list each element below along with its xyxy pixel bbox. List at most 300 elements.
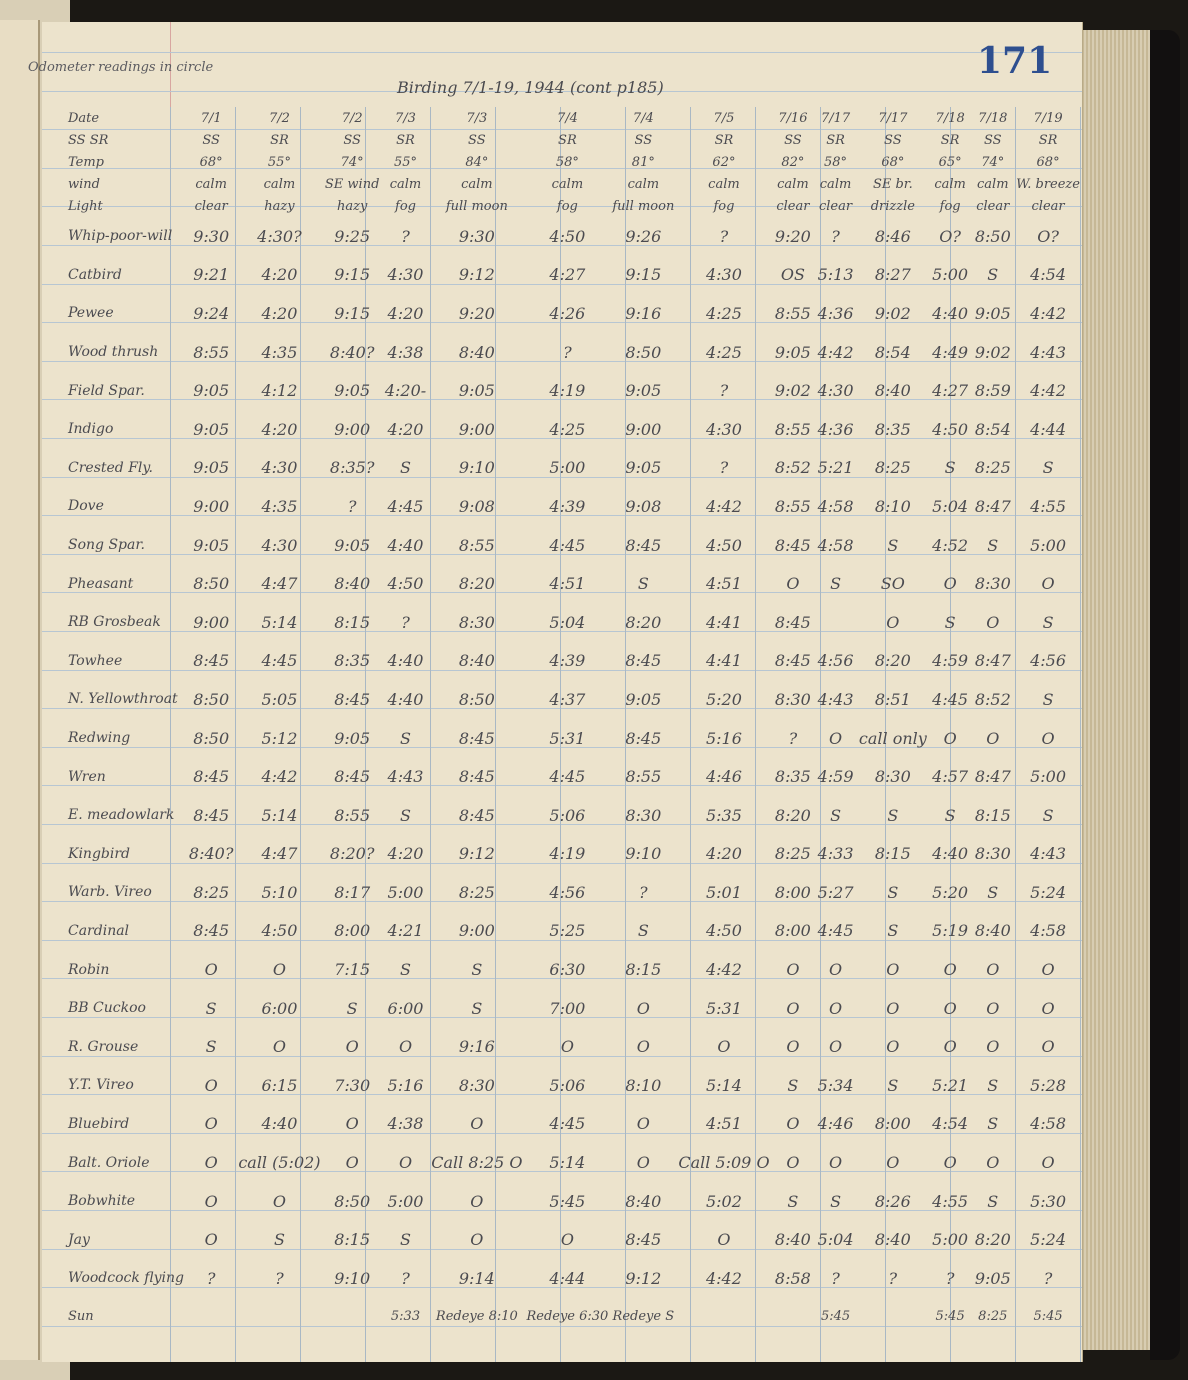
table-cell: ? <box>275 1268 284 1288</box>
table-cell: 4:45 <box>549 767 586 787</box>
table-cell: S <box>273 1230 285 1250</box>
table-cell: 5:00 <box>387 1191 424 1211</box>
table-cell: 4:30? <box>257 226 302 246</box>
table-cell: 8:55 <box>334 805 371 825</box>
table-cell: 4:20 <box>705 844 742 864</box>
table-cell: 9:20 <box>458 303 495 323</box>
table-cell: SS <box>343 132 361 148</box>
table-cell: 9:05 <box>625 689 662 709</box>
table-cell: 8:45 <box>193 921 230 941</box>
table-cell: 5:00 <box>932 1230 969 1250</box>
table-cell: 8:52 <box>974 689 1011 709</box>
table-cell: 7/4 <box>632 110 654 126</box>
table-cell: 55° <box>267 154 291 170</box>
table-cell: 9:12 <box>625 1268 662 1288</box>
table-cell: 5:20 <box>705 689 742 709</box>
table-cell: 8:00 <box>334 921 371 941</box>
table-cell: 7:30 <box>334 1075 371 1095</box>
table-cell: O <box>272 1191 286 1211</box>
page-number: 171 <box>977 40 1053 82</box>
table-cell: 8:50 <box>193 728 230 748</box>
table-row <box>62 1143 1082 1182</box>
table-cell: 9:05 <box>334 381 371 401</box>
table-cell: 9:20 <box>774 226 811 246</box>
header-row <box>62 173 1082 195</box>
table-cell: 5:14 <box>549 1153 586 1173</box>
table-cell: O <box>943 1037 957 1057</box>
table-cell: 4:30 <box>261 458 298 478</box>
table-cell: 5:19 <box>932 921 969 941</box>
table-cell: call (5:02) <box>238 1153 321 1173</box>
table-cell: 4:45 <box>932 689 969 709</box>
table-cell: O <box>986 960 1000 980</box>
table-cell: ? <box>719 226 729 246</box>
table-cell: 4:47 <box>261 844 298 864</box>
table-cell: fog <box>939 198 961 214</box>
table-cell: S <box>346 998 358 1018</box>
table-cell: 81° <box>631 154 655 170</box>
table-cell: 4:51 <box>705 574 742 594</box>
table-cell: 8:40 <box>874 1230 911 1250</box>
table-cell: O <box>204 1230 218 1250</box>
table-cell: O <box>943 998 957 1018</box>
table-cell: O <box>886 1153 900 1173</box>
table-cell: 4:20 <box>261 303 298 323</box>
table-cell: 8:45 <box>458 805 495 825</box>
table-row <box>62 835 1082 874</box>
ruled-line <box>42 52 1082 53</box>
table-cell: 8:30 <box>974 574 1011 594</box>
table-cell: O <box>986 1037 1000 1057</box>
table-cell: 5:04 <box>932 496 969 516</box>
table-cell: 8:25 <box>874 458 911 478</box>
table-cell: Redeye 8:10 <box>435 1309 518 1325</box>
table-cell: 55° <box>393 154 418 170</box>
table-cell: 4:54 <box>1030 265 1067 285</box>
table-cell: O <box>272 960 286 980</box>
table-cell: O <box>204 1075 218 1095</box>
row-label: N. Yellowthroat <box>68 691 178 708</box>
table-cell: 7/2 <box>268 110 290 126</box>
table-cell: 4:30 <box>387 265 424 285</box>
table-cell: 4:40 <box>387 535 424 555</box>
row-label: R. Grouse <box>68 1038 139 1055</box>
row-label: Woodcock flying <box>68 1270 185 1287</box>
table-cell: S <box>1042 805 1054 825</box>
table-cell: 9:05 <box>458 381 495 401</box>
row-label: Robin <box>68 961 110 978</box>
table-cell: 9:02 <box>874 303 911 323</box>
table-cell: Redeye S <box>612 1309 675 1325</box>
table-cell: drizzle <box>870 198 915 214</box>
table-row <box>62 873 1082 912</box>
table-cell: O <box>828 960 843 980</box>
table-cell: 4:42 <box>1030 381 1067 401</box>
row-label: Sun <box>68 1309 94 1325</box>
table-cell: 68° <box>881 154 905 170</box>
table-cell: 9:16 <box>458 1037 495 1057</box>
row-label: Wood thrush <box>68 344 159 361</box>
table-cell: 9:15 <box>334 303 371 323</box>
table-cell: SS <box>983 132 1002 148</box>
table-cell: 4:50 <box>549 226 586 246</box>
table-cell: O <box>886 998 900 1018</box>
table-cell: clear <box>818 198 853 214</box>
table-cell: O <box>717 1230 731 1250</box>
table-cell: O <box>560 1037 574 1057</box>
table-row <box>62 526 1082 565</box>
row-label: Catbird <box>68 266 122 283</box>
table-cell: 9:10 <box>334 1268 371 1288</box>
table-cell: 8:25 <box>774 844 811 864</box>
table-row <box>62 487 1082 526</box>
row-label: SS SR <box>68 132 109 148</box>
table-cell: 8:40 <box>458 651 495 671</box>
table-cell: 7/18 <box>935 110 965 126</box>
table-cell: 4:52 <box>932 535 969 555</box>
row-label: Whip-poor-will <box>68 228 173 245</box>
table-cell: 4:30 <box>705 419 742 439</box>
table-cell: 8:10 <box>874 496 911 516</box>
table-cell: 4:54 <box>932 1114 969 1134</box>
table-cell: 4:43 <box>387 767 424 787</box>
table-row <box>62 333 1082 372</box>
table-cell: 8:15 <box>974 805 1011 825</box>
table-cell: 9:00 <box>625 419 662 439</box>
table-cell: O <box>786 1114 800 1134</box>
table-cell: O <box>1041 728 1055 748</box>
table-cell: SR <box>270 132 289 148</box>
table-cell: 4:19 <box>549 844 586 864</box>
table-cell: 8:45 <box>193 651 230 671</box>
table-cell <box>323 1298 382 1337</box>
table-row <box>62 294 1082 333</box>
table-cell: 8:55 <box>193 342 230 362</box>
table-cell: S <box>830 1191 842 1211</box>
table-cell: fog <box>395 198 416 214</box>
table-cell: S <box>887 535 899 555</box>
table-row <box>62 757 1082 796</box>
table-cell: 7/16 <box>778 110 808 126</box>
table-cell: clear <box>194 198 228 214</box>
table-cell: S <box>987 1075 999 1095</box>
table-cell: calm <box>777 176 809 192</box>
table-cell: 4:50 <box>705 921 742 941</box>
table-cell: 9:08 <box>458 496 495 516</box>
table-cell: 8:45 <box>625 1230 662 1250</box>
table-cell: 4:45 <box>549 1114 586 1134</box>
table-cell: 8:35 <box>874 419 911 439</box>
table-cell: 5:31 <box>549 728 586 748</box>
table-cell: 9:12 <box>458 844 495 864</box>
table-cell: 4:40 <box>387 689 424 709</box>
table-cell: O <box>1041 1153 1055 1173</box>
table-cell: 8:30 <box>774 689 811 709</box>
table-cell: 5:45 <box>1033 1309 1063 1325</box>
table-cell: 7/17 <box>820 110 851 126</box>
table-cell: 74° <box>340 154 364 170</box>
table-cell: 8:45 <box>625 728 662 748</box>
table-cell: 8:26 <box>874 1191 911 1211</box>
header-row <box>62 129 1082 151</box>
table-cell: 4:40 <box>932 844 969 864</box>
table-cell: 5:27 <box>817 882 854 902</box>
table-cell: O <box>786 998 800 1018</box>
table-cell: 8:58 <box>774 1268 811 1288</box>
margin-note: Odometer readings in circle <box>28 60 214 75</box>
row-label: E. meadowlark <box>68 807 175 824</box>
table-cell: 8:47 <box>974 651 1011 671</box>
table-cell: 4:41 <box>705 612 742 632</box>
table-cell: 8:50 <box>334 1191 371 1211</box>
table-cell: 4:43 <box>1030 342 1067 362</box>
table-cell: ? <box>788 728 798 748</box>
table-cell: 8:51 <box>874 689 911 709</box>
table-cell: 9:05 <box>625 381 662 401</box>
table-cell: 8:20 <box>458 574 495 594</box>
row-label: Indigo <box>68 421 114 438</box>
table-cell: 8:45 <box>458 728 495 748</box>
table-cell: 5:34 <box>817 1075 854 1095</box>
table-cell: 4:42 <box>817 342 854 362</box>
table-cell: 5:14 <box>261 612 298 632</box>
table-row <box>62 603 1082 642</box>
table-cell: 8:20 <box>625 612 662 632</box>
row-label: Redwing <box>68 730 131 747</box>
row-label: Kingbird <box>68 845 131 862</box>
table-cell: 8:00 <box>774 921 811 941</box>
table-cell: 68° <box>199 154 223 170</box>
table-row <box>62 217 1082 256</box>
table-cell: O <box>986 998 1000 1018</box>
header-row <box>62 107 1082 129</box>
table-cell: 9:30 <box>458 226 495 246</box>
table-cell: 5:25 <box>549 921 586 941</box>
table-cell: calm <box>263 176 296 192</box>
table-row <box>62 371 1082 410</box>
table-cell: 6:00 <box>387 998 424 1018</box>
row-label: Bobwhite <box>68 1193 136 1210</box>
table-row <box>62 912 1082 951</box>
table-cell: 9:00 <box>193 612 230 632</box>
table-cell: 5:06 <box>549 805 586 825</box>
table-cell: O <box>204 1153 218 1173</box>
table-cell: 9:16 <box>625 303 662 323</box>
table-cell: 8:40 <box>774 1230 811 1250</box>
table-cell: 4:45 <box>387 496 424 516</box>
table-cell: 5:21 <box>932 1075 969 1095</box>
table-cell: 4:20 <box>387 419 424 439</box>
table-cell: ? <box>831 226 840 246</box>
table-cell: 9:00 <box>334 419 371 439</box>
table-cell: 5:04 <box>817 1230 854 1250</box>
table-cell: ? <box>563 342 572 362</box>
table-row <box>62 989 1082 1028</box>
table-cell: O <box>786 1153 800 1173</box>
table-cell: O <box>204 1191 218 1211</box>
table-cell: S <box>987 1191 999 1211</box>
table-cell: O <box>345 1037 359 1057</box>
table-cell: O <box>1041 960 1055 980</box>
table-cell: O <box>986 728 1000 748</box>
table-cell: 4:55 <box>932 1191 969 1211</box>
table-cell: 8:45 <box>625 535 662 555</box>
table-cell: S <box>471 998 483 1018</box>
table-cell: 8:50 <box>193 574 230 594</box>
table-cell: O <box>470 1114 484 1134</box>
table-cell: SS <box>468 132 486 148</box>
table-cell: S <box>830 805 842 825</box>
table-row <box>62 410 1082 449</box>
table-cell: 4:12 <box>261 381 298 401</box>
table-cell: 4:58 <box>1030 921 1067 941</box>
table-cell: 8:50 <box>625 342 662 362</box>
table-cell: 84° <box>465 154 489 170</box>
table-cell: ? <box>719 458 729 478</box>
table-cell: Call 8:25 O <box>431 1153 523 1173</box>
table-cell: 8:59 <box>974 381 1011 401</box>
table-cell: S <box>830 574 842 594</box>
table-cell: S <box>887 805 899 825</box>
table-cell: 9:00 <box>193 496 230 516</box>
table-row <box>62 564 1082 603</box>
table-cell: 4:50 <box>932 419 969 439</box>
table-cell: 4:58 <box>817 496 854 516</box>
table-cell: 8:40? <box>188 844 234 864</box>
row-label: Song Spar. <box>68 537 145 554</box>
table-cell: 4:40 <box>387 651 424 671</box>
table-cell: 9:02 <box>774 381 811 401</box>
table-cell: S <box>887 921 899 941</box>
table-cell: 8:55 <box>774 303 811 323</box>
table-cell: 4:25 <box>705 342 742 362</box>
table-cell: O <box>717 1037 731 1057</box>
table-cell: 9:00 <box>458 921 495 941</box>
table-cell: 8:45 <box>774 612 811 632</box>
table-cell: O <box>943 960 957 980</box>
table-row <box>62 1182 1082 1221</box>
table-cell: O <box>828 1037 843 1057</box>
table-cell: 58° <box>824 154 848 170</box>
table-cell: ? <box>719 381 729 401</box>
table-cell: 8:00 <box>774 882 811 902</box>
table-cell: O <box>828 1153 843 1173</box>
row-label: Balt. Oriole <box>68 1154 150 1171</box>
table-cell: 8:55 <box>774 496 811 516</box>
table-cell: 8:46 <box>874 226 911 246</box>
table-cell: 9:05 <box>193 419 230 439</box>
table-cell: O <box>636 998 650 1018</box>
table-cell: O <box>470 1230 484 1250</box>
table-row <box>62 1259 1082 1298</box>
table-cell: 9:05 <box>334 728 371 748</box>
table-cell: 8:55 <box>625 767 662 787</box>
table-cell: 5:00 <box>932 265 969 285</box>
table-cell: 5:20 <box>932 882 969 902</box>
table-cell: clear <box>976 198 1010 214</box>
table-cell: 5:33 <box>390 1309 421 1325</box>
table-cell: 4:44 <box>1030 419 1067 439</box>
table-cell: O <box>398 1153 413 1173</box>
table-cell: 5:24 <box>1030 1230 1067 1250</box>
table-cell: full moon <box>612 198 675 214</box>
bird-log-table <box>62 107 1082 1336</box>
table-cell: 4:27 <box>932 381 969 401</box>
table-cell: ? <box>639 882 648 902</box>
table-cell: 4:36 <box>817 419 854 439</box>
table-cell: 68° <box>1036 154 1060 170</box>
table-cell: 5:14 <box>705 1075 742 1095</box>
table-cell: 5:00 <box>549 458 586 478</box>
table-cell: 4:20 <box>261 419 298 439</box>
table-cell: 4:36 <box>817 303 854 323</box>
table-cell: S <box>944 805 956 825</box>
table-cell: 4:40 <box>932 303 969 323</box>
table-cell: 8:50 <box>193 689 230 709</box>
table-cell: 4:50 <box>261 921 298 941</box>
table-cell: 4:42 <box>261 767 298 787</box>
table-cell: full moon <box>445 198 508 214</box>
table-cell: 9:05 <box>974 303 1011 323</box>
table-cell: 4:47 <box>261 574 298 594</box>
table-row <box>62 1105 1082 1144</box>
table-row <box>62 796 1082 835</box>
table-row <box>62 1220 1082 1259</box>
table-cell: 5:05 <box>261 689 298 709</box>
table-cell: O <box>204 960 218 980</box>
table-cell: 4:51 <box>549 574 586 594</box>
table-cell: 8:54 <box>874 342 911 362</box>
table-cell: 9:02 <box>974 342 1011 362</box>
row-label: Pheasant <box>68 575 134 592</box>
row-label: Y.T. Vireo <box>68 1077 134 1094</box>
table-cell: O <box>345 1114 359 1134</box>
table-cell: S <box>944 612 956 632</box>
table-cell: S <box>400 1230 411 1250</box>
table-cell: ? <box>831 1268 840 1288</box>
table-cell: 8:45 <box>334 767 371 787</box>
table-cell: 4:25 <box>705 303 742 323</box>
table-cell: 7/2 <box>341 110 363 126</box>
table-cell: calm <box>708 176 740 192</box>
table-cell: 8:55 <box>774 419 811 439</box>
row-label: Light <box>68 198 103 214</box>
table-cell: 9:26 <box>625 226 662 246</box>
table-cell: calm <box>934 176 966 192</box>
table-cell: calm <box>389 176 422 192</box>
table-cell: 9:10 <box>625 844 662 864</box>
table-cell: 4:20 <box>387 844 424 864</box>
table-cell: 4:35 <box>261 496 298 516</box>
table-cell: 8:30 <box>974 844 1011 864</box>
table-cell: SR <box>826 132 845 148</box>
table-cell: 4:19 <box>549 381 586 401</box>
table-cell: O <box>1041 998 1055 1018</box>
table-row <box>62 642 1082 681</box>
table-cell: S <box>637 574 649 594</box>
page-edges <box>1080 30 1150 1350</box>
table-cell: 4:43 <box>817 689 854 709</box>
table-cell: S <box>887 882 899 902</box>
table-cell: 4:27 <box>549 265 586 285</box>
table-cell: O <box>1041 1037 1055 1057</box>
table-cell: 4:38 <box>387 342 424 362</box>
table-cell: 4:44 <box>549 1268 586 1288</box>
table-cell: 4:45 <box>261 651 298 671</box>
table-cell: 65° <box>938 154 962 170</box>
table-cell: 5:16 <box>387 1075 424 1095</box>
table-cell: O <box>786 960 800 980</box>
